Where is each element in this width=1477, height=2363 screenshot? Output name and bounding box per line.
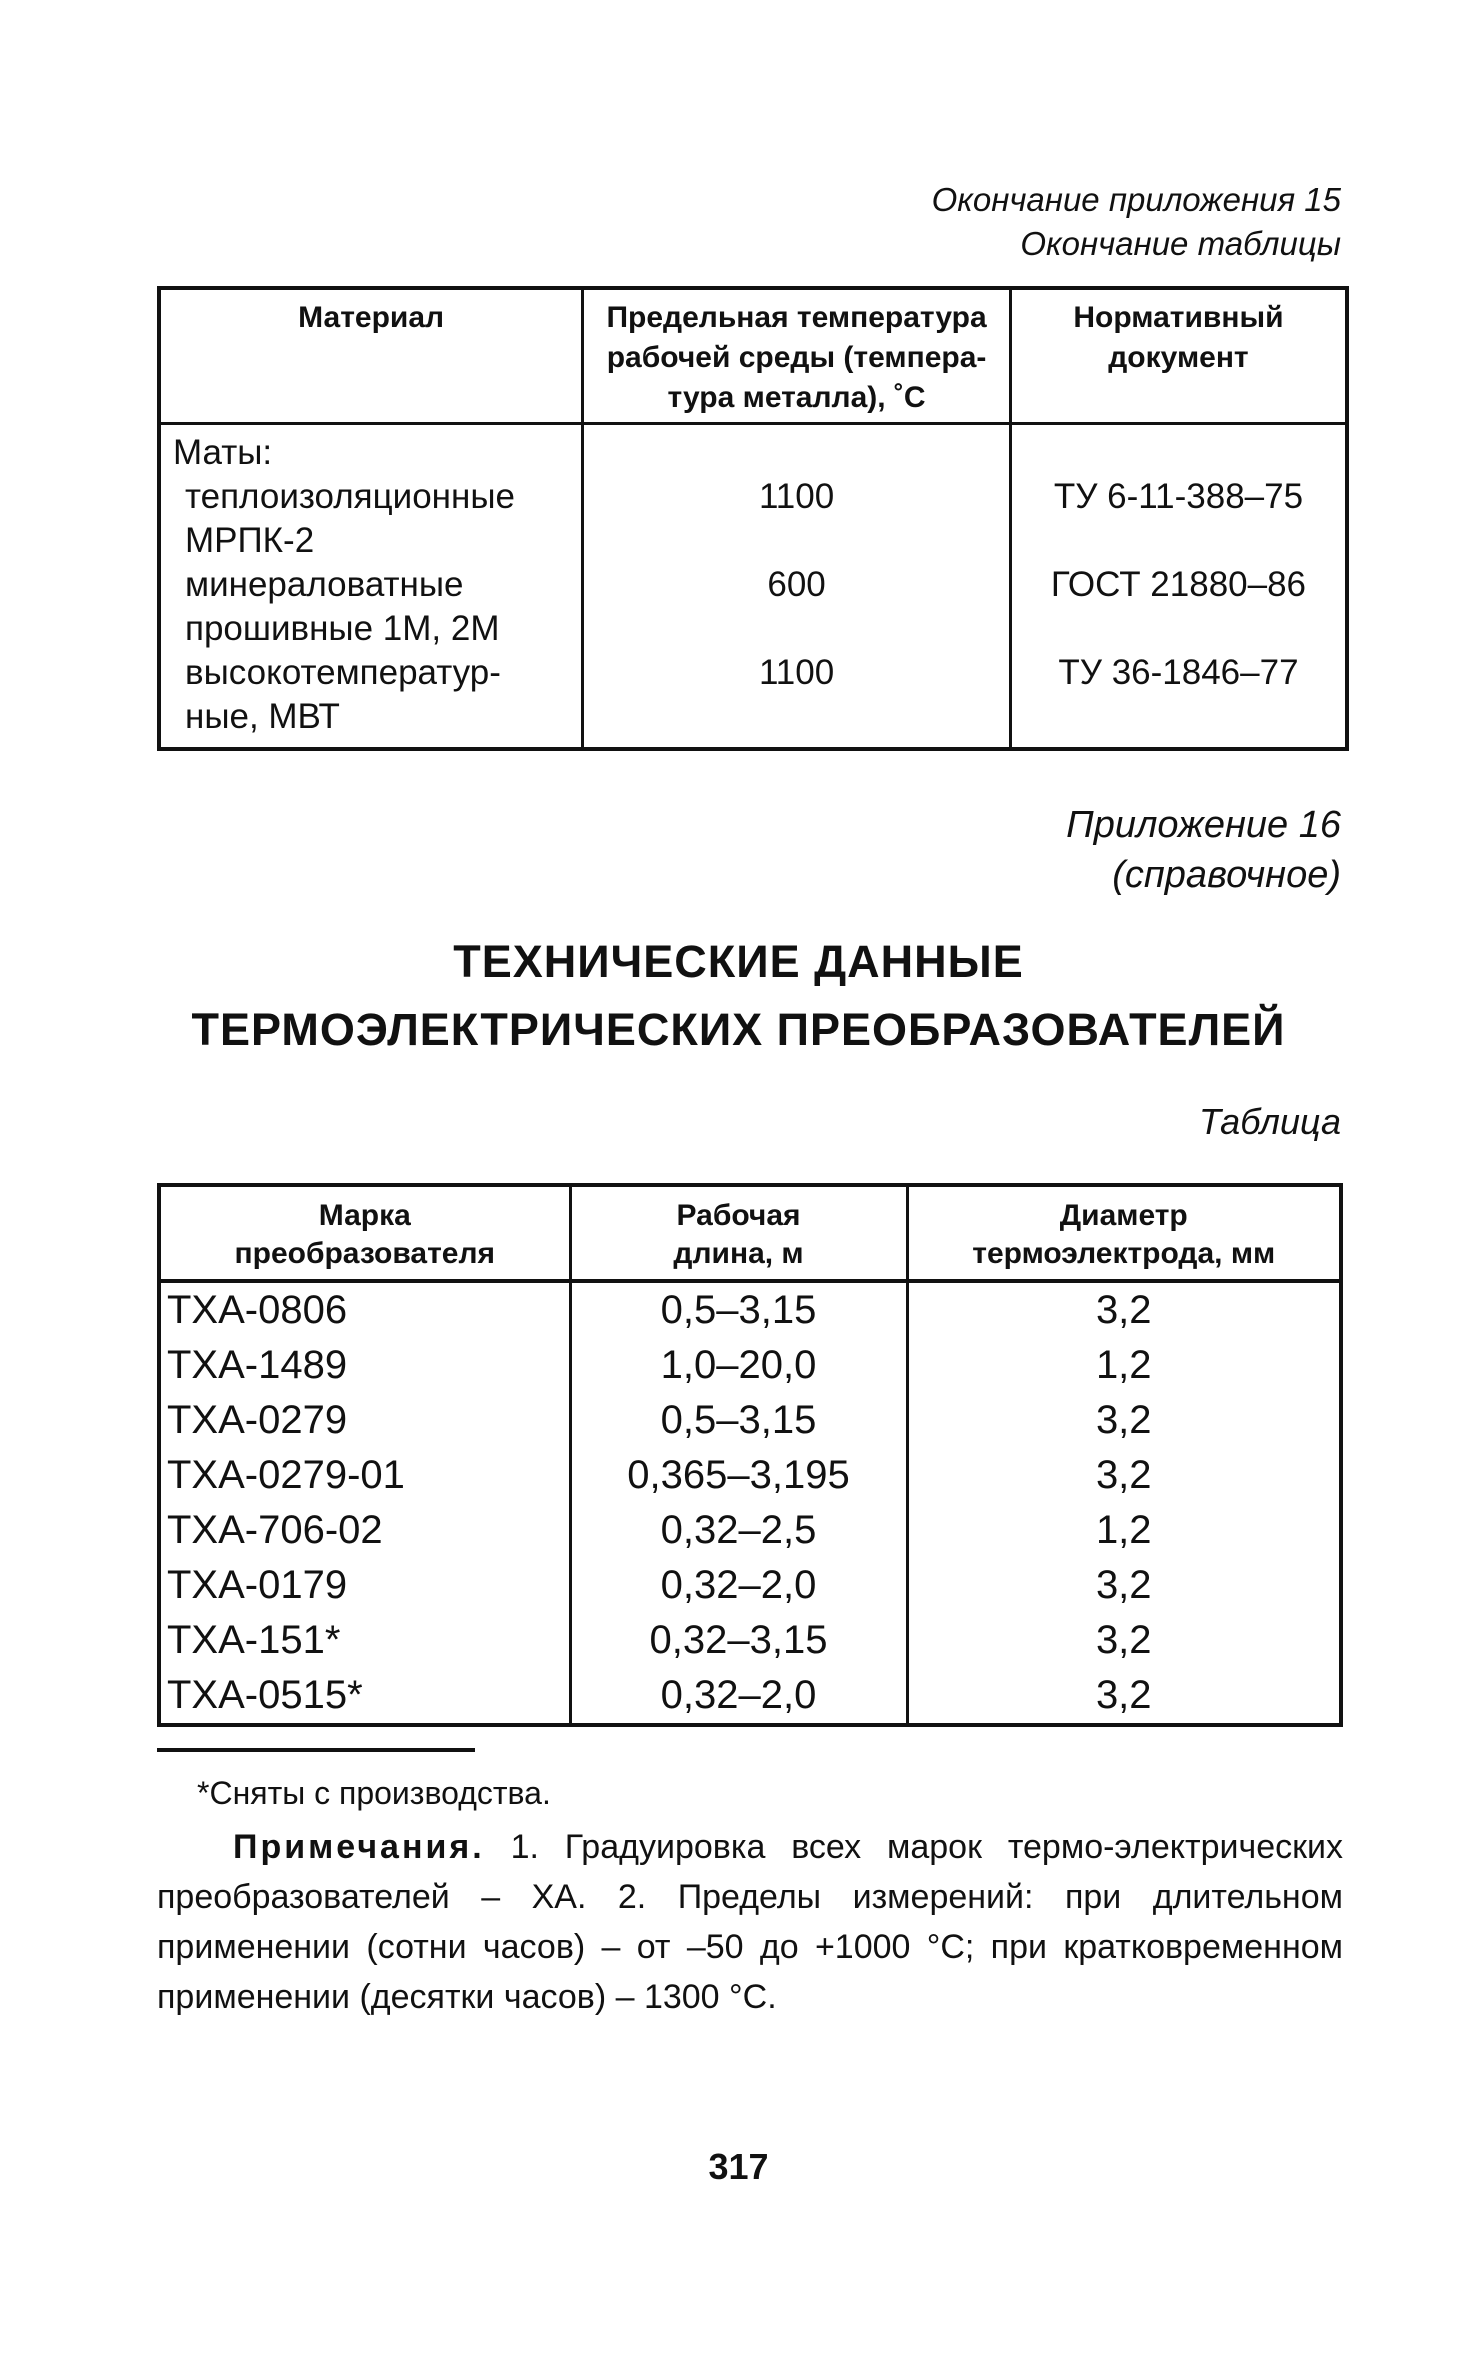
length-cell: 1,0–20,0 xyxy=(570,1338,907,1393)
material-name xyxy=(159,651,583,749)
materials-row xyxy=(159,475,1347,563)
materials-row xyxy=(159,651,1347,749)
materials-group-row xyxy=(159,424,1347,476)
diameter-cell: 3,2 xyxy=(907,1281,1341,1338)
header-diameter-line-2: термоэлектрода, мм xyxy=(972,1237,1276,1270)
brand-cell: ТХА-0279-01 xyxy=(159,1448,570,1503)
header-document-line-2: документ xyxy=(1108,341,1249,374)
table-row xyxy=(159,1338,1341,1393)
header-diameter-line-1: Диаметр xyxy=(1059,1199,1188,1232)
diameter-cell: 3,2 xyxy=(907,1558,1341,1613)
length-cell: 0,32–3,15 xyxy=(570,1613,907,1668)
material-temperature: 1100 xyxy=(583,651,1011,749)
section-title xyxy=(0,928,1477,1064)
table-row xyxy=(159,1503,1341,1558)
header-temperature-line-3: тура металла), ˚С xyxy=(667,381,926,414)
brand-cell: ТХА-151* xyxy=(159,1613,570,1668)
materials-table-header xyxy=(159,288,1347,424)
table-row xyxy=(159,1281,1341,1338)
diameter-cell: 3,2 xyxy=(907,1668,1341,1725)
section-title-line-1: ТЕХНИЧЕСКИЕ ДАННЫЕ xyxy=(453,936,1024,987)
brand-cell: ТХА-0515* xyxy=(159,1668,570,1725)
brand-cell: ТХА-0806 xyxy=(159,1281,570,1338)
diameter-cell: 3,2 xyxy=(907,1393,1341,1448)
materials-row xyxy=(159,563,1347,651)
material-document: ГОСТ 21880–86 xyxy=(1010,563,1347,651)
header-length xyxy=(570,1185,907,1281)
diameter-cell: 3,2 xyxy=(907,1448,1341,1503)
brand-cell: ТХА-1489 xyxy=(159,1338,570,1393)
length-cell: 0,365–3,195 xyxy=(570,1448,907,1503)
material-name-line-1: теплоизоляционные xyxy=(185,477,515,516)
header-temperature-line-1: Предельная температура xyxy=(606,301,987,334)
length-cell: 0,32–2,0 xyxy=(570,1668,907,1725)
thermocouple-table xyxy=(157,1183,1343,1727)
material-temperature: 1100 xyxy=(583,475,1011,563)
header-document xyxy=(1010,288,1347,424)
material-document: ТУ 6-11-388–75 xyxy=(1010,475,1347,563)
appendix-line-2: (справочное) xyxy=(1112,854,1341,896)
header-temperature-line-2: рабочей среды (темпера- xyxy=(606,341,987,374)
header-brand xyxy=(159,1185,570,1281)
material-name xyxy=(159,563,583,651)
length-cell: 0,32–2,5 xyxy=(570,1503,907,1558)
header-brand-line-2: преобразователя xyxy=(234,1237,496,1270)
material-temperature: 600 xyxy=(583,563,1011,651)
header-line-2: Окончание таблицы xyxy=(1020,225,1341,262)
table-row xyxy=(159,1668,1341,1725)
header-line-1: Окончание приложения 15 xyxy=(931,181,1341,218)
diameter-cell: 1,2 xyxy=(907,1503,1341,1558)
notes-label: Примечания. xyxy=(233,1828,485,1866)
length-cell: 0,5–3,15 xyxy=(570,1281,907,1338)
header-material: Материал xyxy=(159,288,583,424)
diameter-cell: 3,2 xyxy=(907,1613,1341,1668)
footnote-divider xyxy=(157,1748,475,1752)
brand-cell: ТХА-0279 xyxy=(159,1393,570,1448)
thermocouple-table-header xyxy=(159,1185,1341,1281)
length-cell: 0,32–2,0 xyxy=(570,1558,907,1613)
header-temperature xyxy=(583,288,1011,424)
table-caption: Таблица xyxy=(1198,1101,1341,1142)
brand-cell: ТХА-0179 xyxy=(159,1558,570,1613)
material-name-line-2: прошивные 1М, 2М xyxy=(185,609,500,648)
appendix-line-1: Приложение 16 xyxy=(1066,804,1341,846)
page-number: 317 xyxy=(708,2146,769,2187)
section-title-line-2: ТЕРМОЭЛЕКТРИЧЕСКИХ ПРЕОБРАЗОВАТЕЛЕЙ xyxy=(191,1004,1286,1055)
table-row xyxy=(159,1613,1341,1668)
group-label: Маты: xyxy=(159,424,583,476)
material-document: ТУ 36-1846–77 xyxy=(1010,651,1347,749)
material-name-line-2: МРПК-2 xyxy=(185,521,315,560)
table-row xyxy=(159,1558,1341,1613)
header-length-line-1: Рабочая xyxy=(676,1199,801,1232)
header-brand-line-1: Марка xyxy=(318,1199,411,1232)
material-name-line-1: высокотемператур- xyxy=(185,653,501,692)
table-row xyxy=(159,1448,1341,1503)
material-name-line-1: минераловатные xyxy=(185,565,464,604)
diameter-cell: 1,2 xyxy=(907,1338,1341,1393)
footnote: *Сняты с производства. xyxy=(197,1775,551,1811)
materials-table xyxy=(157,286,1349,751)
notes-text: 1. Градуировка всех марок термо-электрических преобразователей – ХА. 2. Пределы измерений: при длительном применении (сотни часов) – от –50 до +1000 °С; при кратковременном применении (десятки часов) – 1300 °С. xyxy=(157,1828,1343,2016)
table-row xyxy=(159,1393,1341,1448)
header-length-line-2: длина, м xyxy=(673,1237,804,1270)
length-cell: 0,5–3,15 xyxy=(570,1393,907,1448)
header-diameter xyxy=(907,1185,1341,1281)
material-name-line-2: ные, МВТ xyxy=(185,697,340,736)
header-document-line-1: Нормативный xyxy=(1073,301,1284,334)
notes-paragraph xyxy=(157,1822,1343,2022)
brand-cell: ТХА-706-02 xyxy=(159,1503,570,1558)
material-name xyxy=(159,475,583,563)
